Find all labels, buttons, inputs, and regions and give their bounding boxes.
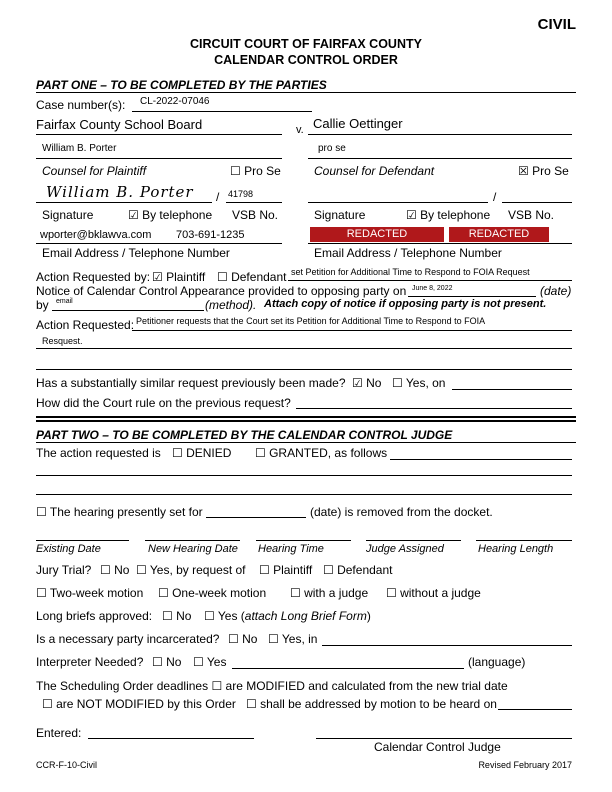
civil-label: CIVIL bbox=[537, 16, 576, 33]
sched-not-modified-checkbox[interactable]: ☐ are NOT MODIFIED by this Order bbox=[42, 697, 236, 711]
case-number-line bbox=[132, 111, 312, 112]
redacted-phone: REDACTED bbox=[449, 227, 549, 242]
action-line-1-rule bbox=[132, 330, 572, 331]
vsb-value[interactable]: 41798 bbox=[228, 189, 254, 199]
plaintiff-checkbox[interactable]: ☑ Plaintiff bbox=[152, 270, 206, 284]
email-phone-label-right: Email Address / Telephone Number bbox=[314, 246, 502, 260]
email-phone-label-left: Email Address / Telephone Number bbox=[42, 246, 230, 260]
judge-signature-line bbox=[316, 738, 572, 739]
signature-label-left: Signature bbox=[42, 208, 94, 222]
interpreter-label: Interpreter Needed? bbox=[36, 655, 144, 669]
slash-left: / bbox=[216, 190, 220, 204]
slash-right: / bbox=[493, 190, 497, 204]
without-judge-checkbox[interactable]: ☐ without a judge bbox=[386, 586, 481, 600]
jury-plaintiff-checkbox[interactable]: ☐ Plaintiff bbox=[259, 563, 313, 577]
col-line-3 bbox=[256, 540, 351, 541]
counsel-defendant-label: Counsel for Defendant bbox=[314, 164, 435, 178]
incarcerated-label: Is a necessary party incarcerated? bbox=[36, 632, 220, 646]
briefs-yes-checkbox[interactable] bbox=[204, 609, 371, 623]
action-requested-label: Action Requested: bbox=[36, 318, 135, 332]
similar-date-line bbox=[452, 389, 572, 390]
language-line bbox=[232, 668, 464, 669]
versus-label: v. bbox=[296, 124, 304, 136]
plaintiff-email-line bbox=[36, 243, 282, 244]
case-number-value[interactable]: CL-2022-07046 bbox=[140, 96, 210, 107]
denied-checkbox[interactable]: ☐ DENIED bbox=[172, 446, 232, 460]
col-line-5 bbox=[476, 540, 572, 541]
col-new-hearing-date: New Hearing Date bbox=[148, 543, 238, 555]
method-value[interactable]: email bbox=[56, 298, 73, 305]
plaintiff-name[interactable]: Fairfax County School Board bbox=[36, 117, 203, 132]
language-label: (language) bbox=[468, 655, 526, 669]
by-telephone-left[interactable]: ☑ By telephone bbox=[128, 208, 213, 222]
how-ruled-line bbox=[296, 408, 572, 409]
defendant-counsel-line bbox=[308, 158, 572, 159]
part-one-heading: PART ONE – TO BE COMPLETED BY THE PARTIES bbox=[36, 78, 327, 92]
hearing-prefix[interactable]: ☐ The hearing presently set for bbox=[36, 505, 203, 519]
sched-motion-line bbox=[498, 709, 572, 710]
vsb-label-right: VSB No. bbox=[508, 208, 555, 222]
action-short-line bbox=[288, 280, 572, 281]
by-telephone-right[interactable]: ☑ By telephone bbox=[406, 208, 491, 222]
vsb-label-left: VSB No. bbox=[232, 208, 279, 222]
col-line-1 bbox=[36, 540, 129, 541]
one-week-checkbox[interactable]: ☐ One-week motion bbox=[158, 586, 267, 600]
col-judge-assigned: Judge Assigned bbox=[366, 543, 444, 555]
plaintiff-counsel-value[interactable]: William B. Porter bbox=[42, 143, 117, 154]
part-one-rule bbox=[36, 92, 576, 93]
defendant-signature-line bbox=[308, 202, 488, 203]
inc-no-checkbox[interactable]: ☐ No bbox=[228, 632, 258, 646]
part-two-rule bbox=[36, 442, 576, 443]
jury-no-checkbox[interactable]: ☐ No bbox=[100, 563, 130, 577]
revised-date: Revised February 2017 bbox=[478, 760, 572, 770]
col-line-2 bbox=[145, 540, 240, 541]
plaintiff-signature-line bbox=[36, 202, 212, 203]
action-line-2-rule bbox=[36, 348, 572, 349]
plaintiff-signature: William B. Porter bbox=[46, 183, 194, 201]
granted-checkbox[interactable]: ☐ GRANTED, as follows bbox=[255, 446, 388, 460]
separator-top bbox=[36, 416, 576, 418]
hearing-date-line bbox=[206, 517, 306, 518]
jury-trial-label: Jury Trial? bbox=[36, 563, 92, 577]
how-ruled-label: How did the Court rule on the previous request? bbox=[36, 396, 291, 410]
with-judge-checkbox[interactable]: ☐ with a judge bbox=[290, 586, 369, 600]
sched-motion-checkbox[interactable]: ☐ shall be addressed by motion to be heard on bbox=[246, 697, 497, 711]
notice-date-line bbox=[408, 296, 536, 297]
jury-defendant-checkbox[interactable]: ☐ Defendant bbox=[323, 563, 393, 577]
granted-line-1 bbox=[390, 459, 572, 460]
method-label: (method). bbox=[205, 298, 257, 312]
defendant-name[interactable]: Callie Oettinger bbox=[313, 116, 403, 131]
col-existing-date: Existing Date bbox=[36, 543, 101, 555]
court-title: CIRCUIT COURT OF FAIRFAX COUNTY bbox=[190, 37, 422, 51]
judge-label: Calendar Control Judge bbox=[374, 740, 501, 754]
defendant-counsel-value[interactable]: pro se bbox=[318, 143, 346, 154]
notice-date-value[interactable]: June 8, 2022 bbox=[412, 285, 453, 292]
notice-label: Notice of Calendar Control Appearance provided to opposing party on bbox=[36, 284, 407, 298]
action-line-1[interactable]: Petitioner requests that the Court set its Petition for Additional Time to Respond to FOIA bbox=[136, 316, 486, 326]
granted-line-2 bbox=[36, 475, 572, 476]
form-id: CCR-F-10-Civil bbox=[36, 760, 97, 770]
action-line-3-rule bbox=[36, 369, 572, 370]
by-label: by bbox=[36, 298, 49, 312]
entered-label: Entered: bbox=[36, 726, 82, 740]
granted-line-3 bbox=[36, 494, 572, 495]
part-two-heading: PART TWO – TO BE COMPLETED BY THE CALENDAR CONTROL JUDGE bbox=[36, 428, 453, 442]
hearing-suffix: (date) is removed from the docket. bbox=[310, 505, 493, 519]
action-requested-by-label: Action Requested by: bbox=[36, 270, 151, 284]
long-briefs-label: Long briefs approved: bbox=[36, 609, 153, 623]
int-no-checkbox[interactable]: ☐ No bbox=[152, 655, 182, 669]
action-short-value[interactable]: set Petition for Additional Time to Respond to FOIA Request bbox=[291, 267, 530, 277]
col-hearing-time: Hearing Time bbox=[258, 543, 324, 555]
similar-request-label: Has a substantially similar request previously been made? bbox=[36, 376, 346, 390]
vsb-right-line bbox=[502, 202, 572, 203]
case-number-label: Case number(s): bbox=[36, 98, 126, 112]
pro-se-left-checkbox[interactable]: ☐ Pro Se bbox=[230, 164, 281, 178]
inc-yes-checkbox[interactable]: ☐ Yes, in bbox=[268, 632, 318, 646]
inc-location-line bbox=[322, 645, 572, 646]
similar-yes-checkbox[interactable]: ☐ Yes, on bbox=[392, 376, 446, 390]
col-hearing-length: Hearing Length bbox=[478, 543, 554, 555]
plaintiff-email[interactable]: wporter@bklawva.com bbox=[40, 229, 152, 241]
action-line-2[interactable]: Resquest. bbox=[42, 336, 83, 346]
pro-se-right-checkbox[interactable]: ☒ Pro Se bbox=[518, 164, 569, 178]
redacted-email: REDACTED bbox=[310, 227, 444, 242]
counsel-plaintiff-label: Counsel for Plaintiff bbox=[42, 164, 147, 178]
signature-label-right: Signature bbox=[314, 208, 366, 222]
order-title: CALENDAR CONTROL ORDER bbox=[214, 53, 398, 67]
two-week-checkbox[interactable]: ☐ Two-week motion bbox=[36, 586, 144, 600]
col-line-4 bbox=[366, 540, 461, 541]
method-line bbox=[52, 310, 204, 311]
jury-yes-checkbox[interactable]: ☐ Yes, by request of bbox=[136, 563, 246, 577]
int-yes-checkbox[interactable]: ☐ Yes bbox=[193, 655, 227, 669]
plaintiff-phone[interactable]: 703-691-1235 bbox=[176, 229, 245, 241]
briefs-yes-label: ☐ Yes ( bbox=[204, 609, 245, 623]
vsb-left-line bbox=[226, 202, 282, 203]
briefs-attach-label: attach Long Brief Form bbox=[244, 609, 367, 623]
plaintiff-counsel-line bbox=[36, 158, 282, 159]
plaintiff-line bbox=[36, 134, 282, 135]
briefs-close-label: ) bbox=[366, 609, 371, 623]
sched-modified[interactable]: The Scheduling Order deadlines ☐ are MODIFIED and calculated from the new trial date bbox=[36, 679, 508, 693]
defendant-checkbox[interactable]: ☐ Defendant bbox=[217, 270, 287, 284]
attach-notice: Attach copy of notice if opposing party is not present. bbox=[264, 298, 547, 310]
similar-no-checkbox[interactable]: ☑ No bbox=[352, 376, 382, 390]
separator-bottom bbox=[36, 420, 576, 422]
date-label: (date) bbox=[540, 284, 572, 298]
action-is-label: The action requested is bbox=[36, 446, 161, 460]
briefs-no-checkbox[interactable]: ☐ No bbox=[162, 609, 192, 623]
defendant-email-line bbox=[308, 243, 572, 244]
defendant-line bbox=[308, 134, 572, 135]
entered-line bbox=[88, 738, 254, 739]
